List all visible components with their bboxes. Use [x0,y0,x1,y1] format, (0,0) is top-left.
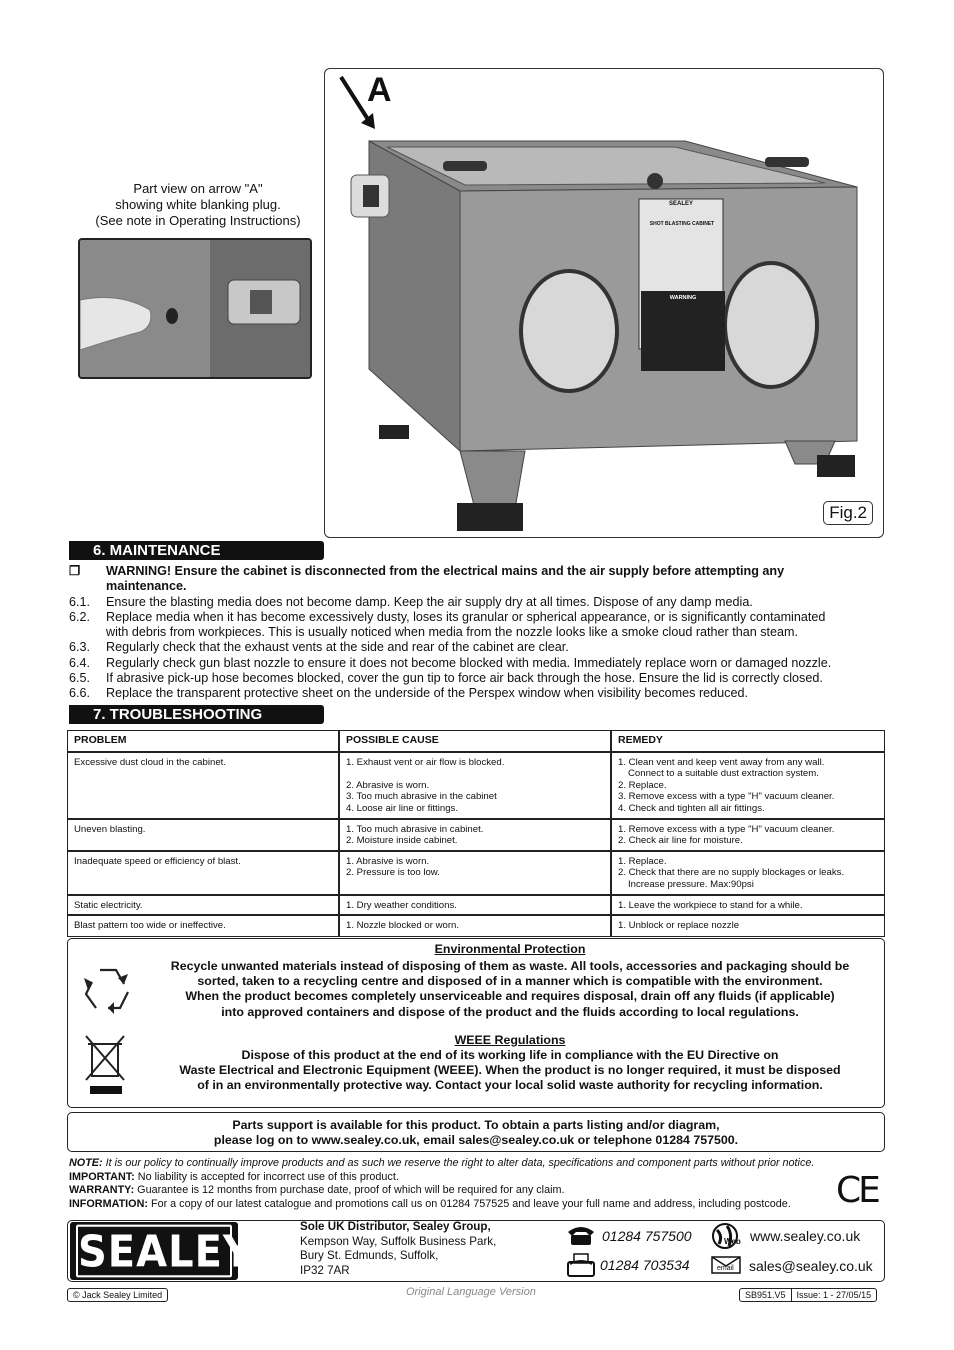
maintenance-item [69,610,889,625]
weee-body [140,1048,880,1094]
problem-cell: Inadequate speed or efficiency of blast. [67,851,339,895]
important-label: IMPORTANT: [69,1170,135,1183]
model-number: SB951.V5 [740,1289,792,1301]
cause-cell [339,752,611,819]
cause-cell: 1. Nozzle blocked or worn. [339,915,611,937]
warning-bullet-icon: ❐ [69,564,81,578]
info-label: INFORMATION: [69,1197,148,1210]
remedy-cell: 1. Leave the workpiece to stand for a while. [611,895,885,916]
fax-number[interactable]: 01284 703534 [600,1257,690,1273]
weee-line: Waste Electrical and Electronic Equipment (WEEE). When the product is no longer required, it must be disposed [179,1063,841,1078]
copyright: © Jack Sealey Limited [67,1288,168,1302]
weee-line: of in an environmentally protective way. Contact your local solid waste authority for recycling information. [197,1078,823,1093]
info-text: For a copy of our latest catalogue and promotions call us on 01284 757525 and leave your full name and address, including postcode. [147,1197,791,1210]
part-view-caption [78,181,318,229]
parts-support-box [67,1112,885,1152]
maintenance-heading: 6. MAINTENANCE [69,541,324,560]
notes-block [69,1157,869,1211]
cabinet-title: SHOT BLASTING CABINET [649,221,715,227]
address-line: IP32 7AR [300,1263,350,1277]
item-text: Replace media when it has become excessively dusty, loses its granular or spherical appearance, or is significantly contaminated [106,609,826,624]
address-line: Kempson Way, Suffolk Business Park, [300,1234,497,1248]
warning-text: WARNING! Ensure the cabinet is disconnected from the electrical mains and the air supply before attempting any [106,564,785,578]
parts-line: Parts support is available for this product. To obtain a parts listing and/or diagram, [232,1118,720,1132]
warning-text-cont: maintenance. [106,579,187,594]
address-line: Bury St. Edmunds, Suffolk, [300,1249,439,1263]
env-line: Recycle unwanted materials instead of disposing of them as waste. All tools, accessories and packaging should be [170,959,850,973]
problem-cell: Excessive dust cloud in the cabinet. [67,752,339,819]
arrow-a-label: A [367,71,392,109]
item-number: 6.3. [69,640,91,655]
cause-line: 3. Too much abrasive in the cabinet [346,791,497,803]
sealey-logo [70,1222,253,1280]
recycle-icon [78,960,138,1020]
warranty-line [69,1184,869,1198]
maintenance-item [69,595,889,610]
item-text: Ensure the blasting media does not become damp. Keep the air supply dry at all times. Dispose of any damp media. [106,594,753,609]
cause-cell: 1. Dry weather conditions. [339,895,611,916]
maintenance-list [69,564,889,702]
weee-title-text: WEEE Regulations [454,1033,566,1047]
remedy-line: 4. Check and tighten all air fittings. [618,802,765,814]
remedy-cell [611,851,885,895]
remedy-line: Increase pressure. Max:90psi [628,878,754,890]
email-link[interactable]: sales@sealey.co.uk [749,1258,873,1274]
env-line: When the product becomes completely unserviceable and requires disposal, drain off any fluids (if applicable) [185,989,835,1004]
item-number: 6.4. [69,655,91,670]
maintenance-warning-cont [69,579,889,594]
table-row [67,819,885,851]
caption-line-1: Part view on arrow "A" [133,181,263,196]
ce-mark-icon: CE [836,1170,878,1211]
table-header-row [67,730,885,752]
maintenance-item-cont [69,625,889,640]
cause-line: 2. Abrasive is worn. [346,779,430,791]
remedy-line: 1. Replace. [618,855,667,867]
header-remedy: REMEDY [611,730,885,752]
cabinet-logo: SEALEY [668,201,693,207]
table-row [67,895,885,916]
doc-reference [739,1288,877,1302]
phone-number[interactable]: 01284 757500 [602,1228,692,1244]
distributor-address [300,1220,496,1278]
cabinet-warning-label: WARNING [669,295,697,301]
remedy-line: 1. Remove excess with a type "H" vacuum cleaner. [618,823,835,835]
remedy-line: Connect to a suitable dust extraction system. [628,768,819,780]
maintenance-warning [69,564,889,579]
remedy-cell [611,752,885,819]
note-label: NOTE: [69,1157,103,1169]
troubleshooting-table [67,730,885,937]
item-number: 6.2. [69,609,91,624]
problem-cell: Uneven blasting. [67,819,339,851]
figure-2-box [324,68,884,538]
item-number: 6.6. [69,686,91,701]
maintenance-item [69,686,889,701]
problem-cell: Blast pattern too wide or ineffective. [67,915,339,937]
weee-line: Dispose of this product at the end of its working life in compliance with the EU Directive on [241,1048,779,1062]
maintenance-item [69,640,889,655]
weee-bin-icon [84,1034,128,1098]
caption-line-3: (See note in Operating Instructions) [95,213,301,228]
note-text: It is our policy to continually improve products and as such we reserve the right to alter data, specifications and component parts without prior notice. [102,1157,815,1169]
remedy-line: 3. Remove excess with a type "H" vacuum cleaner. [618,791,835,803]
caption-line-2: showing white blanking plug. [115,197,281,212]
env-protection-body [140,959,880,1020]
distributor-name: Sole UK Distributor, Sealey Group, [300,1220,491,1233]
troubleshooting-heading: 7. TROUBLESHOOTING [69,705,324,724]
item-text: Regularly check gun blast nozzle to ensure it does not become blocked with media. Immediately replace worn or damaged nozzle. [106,655,832,670]
item-number: 6.1. [69,594,91,609]
logo-text: SEALEY [76,1225,232,1278]
remedy-cell [611,819,885,851]
remedy-line: 2. Check that there are no supply blockages or leaks. [618,867,845,879]
table-row [67,851,885,895]
item-text: If abrasive pick-up hose becomes blocked, cover the gun tip to force air back through the hose. Ensure the lid is correctly closed. [106,671,823,686]
cause-line: 2. Pressure is too low. [346,867,440,879]
remedy-line: 1. Clean vent and keep vent away from any wall. [618,756,825,768]
part-view-photo [78,238,312,379]
weee-title [140,1033,880,1048]
remedy-cell: 1. Unblock or replace nozzle [611,915,885,937]
important-text: No liability is accepted for incorrect use of this product. [134,1170,399,1183]
maintenance-item [69,656,889,671]
item-text: with debris from workpieces. This is usually noticed when media from the nozzle looks like a smoke cloud rather than steam. [106,625,799,640]
parts-line: please log on to www.sealey.co.uk, email sales@sealey.co.uk or telephone 01284 757500. [213,1133,739,1148]
email-icon-label: email [717,1265,734,1272]
env-title-text: Environmental Protection [434,942,586,956]
website-link[interactable]: www.sealey.co.uk [750,1228,861,1244]
information-line [69,1198,869,1212]
original-language: Original Language Version [406,1286,536,1298]
header-problem: PROBLEM [67,730,339,752]
telephone-icon [566,1224,596,1246]
env-line: into approved containers and dispose of the product and the fluids according to local regulations. [221,1004,799,1019]
fax-icon [566,1252,596,1278]
item-text: Regularly check that the exhaust vents at the side and rear of the cabinet are clear. [106,640,569,655]
cause-cell [339,819,611,851]
remedy-line: 2. Replace. [618,779,667,791]
important-line [69,1171,869,1185]
item-number: 6.5. [69,671,91,686]
cause-cell [339,851,611,895]
header-cause: POSSIBLE CAUSE [339,730,611,752]
fig-label: Fig.2 [823,501,873,525]
table-row [67,752,885,819]
warranty-text: Guarantee is 12 months from purchase date, proof of which will be required for any claim. [134,1184,565,1196]
item-text: Replace the transparent protective sheet on the underside of the Perspex window when visibility becomes reduced. [106,686,748,701]
env-line: sorted, taken to a recycling centre and disposed of in a manner which is compatible with the environment. [197,974,823,989]
maintenance-item [69,671,889,686]
blanking-plug-illustration [80,240,312,379]
table-row [67,915,885,937]
problem-cell: Static electricity. [67,895,339,916]
cause-line: 1. Abrasive is worn. [346,855,430,867]
env-protection-title [140,942,880,957]
warranty-label: WARRANTY: [69,1184,135,1196]
cause-line: 1. Exhaust vent or air flow is blocked. [346,756,505,768]
web-icon-label: Web [724,1237,741,1246]
cabinet-illustration [325,69,884,538]
remedy-line: 2. Check air line for moisture. [618,835,743,847]
issue-info: Issue: 1 - 27/05/15 [796,1290,872,1300]
note-line [69,1157,869,1171]
cause-line: 1. Too much abrasive in cabinet. [346,823,484,835]
cause-line: 4. Loose air line or fittings. [346,802,458,814]
cause-line: 2. Moisture inside cabinet. [346,835,458,847]
